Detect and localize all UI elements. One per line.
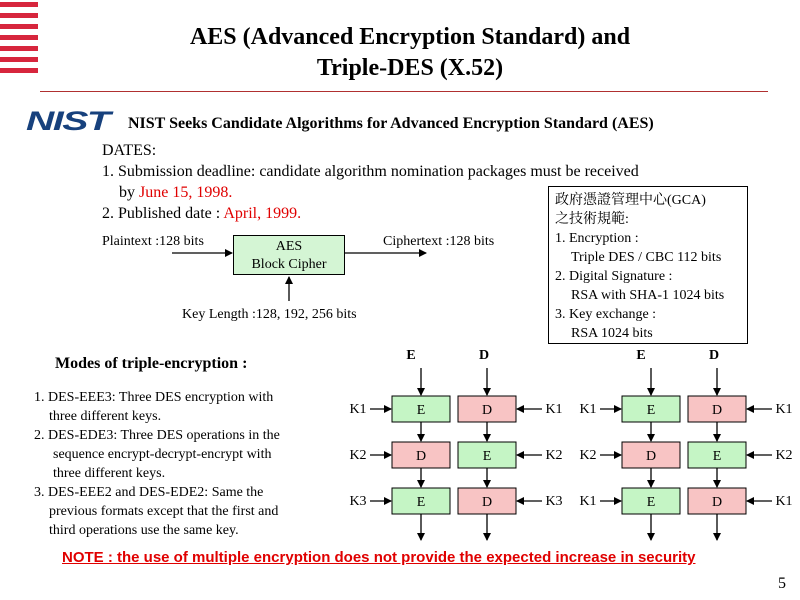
column-header-label: E [636, 348, 646, 363]
aes-box-line-1: AES [275, 239, 303, 254]
key-label: K2 [579, 448, 597, 463]
submission-deadline-date: June 15, 1998. [139, 184, 233, 201]
column-header-label: E [406, 348, 416, 363]
gca-line: 2. Digital Signature : [555, 269, 673, 284]
cipher-box-label: E [416, 495, 426, 510]
gca-line: 3. Key exchange : [555, 307, 657, 322]
column-header-label: D [478, 348, 490, 363]
cipher-box-label: E [482, 449, 492, 464]
key-label: K1 [545, 402, 563, 417]
column-header-label: D [708, 348, 720, 363]
modes-title: Modes of triple-encryption : [55, 355, 248, 372]
ciphertext-label: Ciphertext :128 bits [383, 234, 495, 249]
modes-line: previous formats except that the first and [49, 504, 279, 519]
aes-box-line-2: Block Cipher [251, 257, 327, 272]
key-label: K1 [775, 402, 793, 417]
key-label: K1 [579, 494, 597, 509]
plaintext-label: Plaintext :128 bits [102, 234, 204, 249]
cipher-box-label: D [481, 403, 493, 418]
cipher-box-label: D [711, 403, 723, 418]
modes-line: three different keys. [49, 409, 162, 424]
cipher-box-label: E [646, 495, 656, 510]
subtitle: NIST Seeks Candidate Algorithms for Advanced Encryption Standard (AES) [128, 115, 654, 132]
gca-line: RSA with SHA-1 1024 bits [571, 288, 725, 303]
cipher-box-label: E [712, 449, 722, 464]
key-label: K3 [545, 494, 563, 509]
modes-line: third operations use the same key. [49, 523, 239, 538]
key-label: K1 [579, 402, 597, 417]
cipher-box-label: D [711, 495, 723, 510]
key-label: K1 [775, 494, 793, 509]
modes-line: 3. DES-EEE2 and DES-EDE2: Same the [34, 485, 264, 500]
key-label: K3 [349, 494, 367, 509]
security-note: NOTE : the use of multiple encryption does not provide the expected increase in security [62, 549, 696, 566]
page-number: 5 [778, 575, 786, 592]
cipher-box-label: D [481, 495, 493, 510]
key-length-label: Key Length :128, 192, 256 bits [182, 307, 357, 322]
title-line-1: AES (Advanced Encryption Standard) and [189, 24, 631, 50]
gca-line: 政府憑證管理中心(GCA) [555, 193, 706, 208]
gca-line: RSA 1024 bits [571, 326, 653, 341]
key-label: K2 [349, 448, 367, 463]
dates-item-2-label: 2. Published date : [102, 205, 224, 222]
gca-line: 1. Encryption : [555, 231, 639, 246]
cipher-box-label: E [646, 403, 656, 418]
key-label: K2 [775, 448, 793, 463]
published-date: April, 1999. [223, 205, 302, 222]
gca-line: 之技術規範: [555, 212, 629, 227]
modes-line: three different keys. [53, 466, 166, 481]
nist-logo: NIST [26, 106, 110, 136]
cipher-box-label: D [415, 449, 427, 464]
cipher-box-label: E [416, 403, 426, 418]
key-label: K1 [349, 402, 367, 417]
gca-line: Triple DES / CBC 112 bits [571, 250, 722, 265]
modes-line: sequence encrypt-decrypt-encrypt with [53, 447, 272, 462]
modes-line: 2. DES-EDE3: Three DES operations in the [34, 428, 280, 443]
dates-item-1-by: by [119, 184, 139, 201]
title-line-2: Triple-DES (X.52) [316, 55, 504, 81]
key-label: K2 [545, 448, 563, 463]
cipher-box-label: D [645, 449, 657, 464]
dates-heading: DATES: [102, 142, 157, 159]
dates-item-1: 1. Submission deadline: candidate algorithm nomination packages must be received [102, 163, 639, 180]
modes-line: 1. DES-EEE3: Three DES encryption with [34, 390, 274, 405]
